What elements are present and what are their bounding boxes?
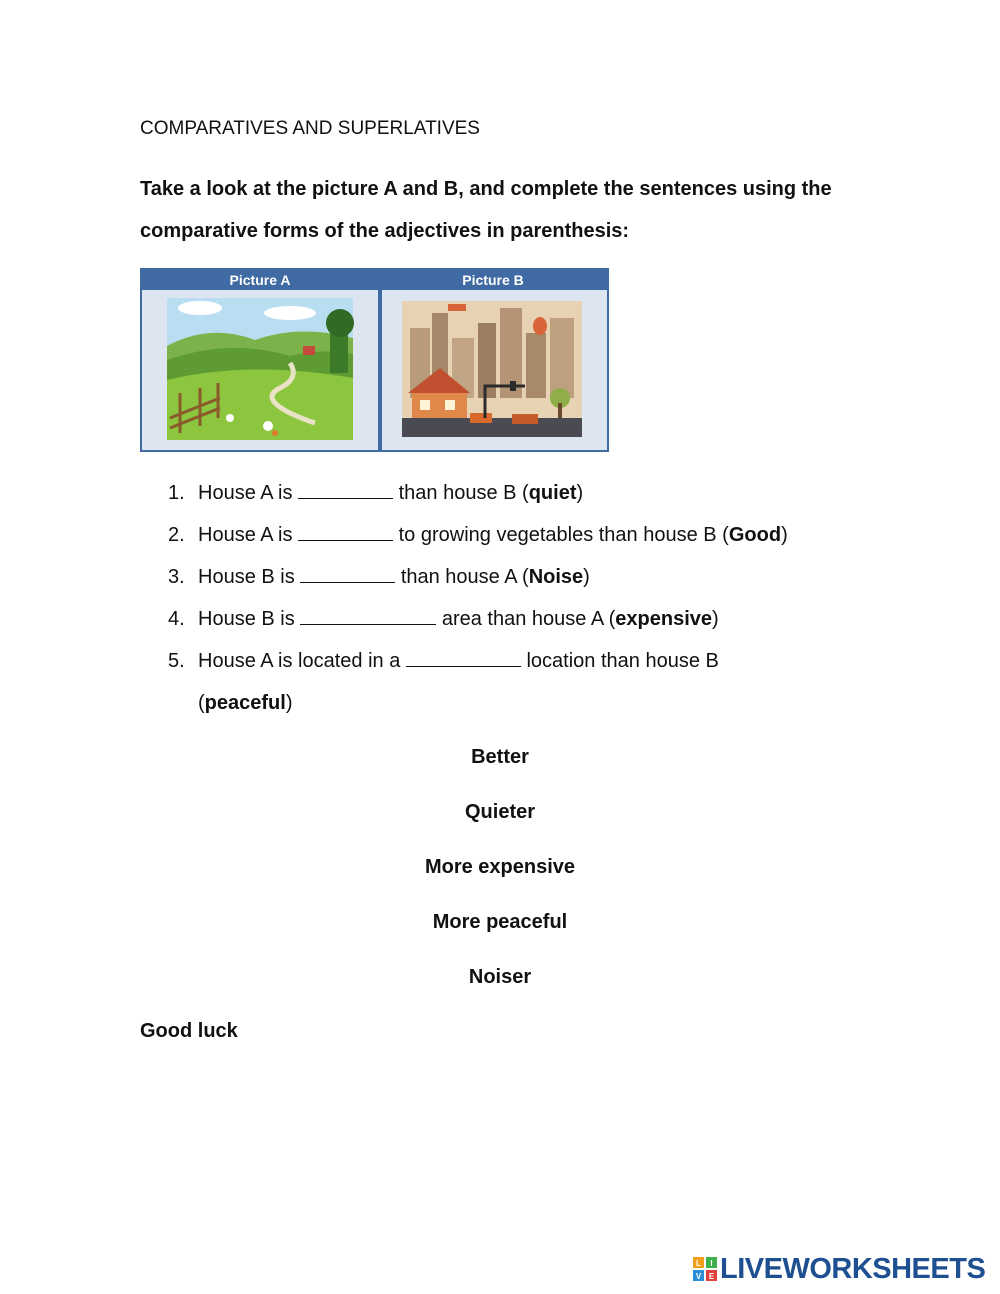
- svg-text:E: E: [708, 1272, 715, 1281]
- svg-text:I: I: [710, 1259, 713, 1268]
- countryside-illustration: [167, 298, 354, 440]
- adjective-hint: peaceful: [204, 692, 286, 714]
- exercise-text: House B is: [198, 608, 301, 630]
- exercise-text: ): [781, 524, 788, 546]
- exercise-text: House B is: [198, 566, 301, 588]
- liveworksheets-logo: [693, 1252, 985, 1286]
- exercise-number: 1.: [168, 482, 185, 504]
- exercise-text: to growing vegetables than house B (: [393, 524, 729, 546]
- adjective-hint: quiet: [528, 482, 577, 504]
- exercise-text: than house B (: [393, 482, 529, 504]
- answer-blank[interactable]: [300, 560, 395, 583]
- answer-blank[interactable]: [298, 518, 393, 541]
- adjective-hint: expensive: [615, 608, 713, 630]
- exercise-item: [168, 472, 868, 514]
- adjective-hint: Noise: [528, 566, 584, 588]
- answer-blank[interactable]: [406, 644, 521, 667]
- exercise-text: ): [285, 692, 293, 714]
- exercise-text: (: [198, 692, 205, 714]
- logo-blocks-icon: [693, 1257, 717, 1281]
- word-bank-item: Noiser: [468, 966, 532, 988]
- city-illustration: [402, 301, 582, 437]
- answer-blank[interactable]: [298, 476, 393, 499]
- svg-text:V: V: [695, 1272, 702, 1281]
- exercise-text: ): [576, 482, 584, 504]
- svg-text:L: L: [696, 1259, 701, 1268]
- exercise-text: House A is located in a: [198, 650, 406, 672]
- picture-a-label: Picture A: [229, 272, 291, 288]
- worksheet-title: COMPARATIVES AND SUPERLATIVES: [140, 118, 480, 139]
- closing-text: Good luck: [140, 1020, 238, 1042]
- picture-comparison: [140, 268, 609, 452]
- word-bank-item: Better: [471, 746, 529, 768]
- exercise-item: [168, 598, 868, 640]
- exercise-text: House A is: [198, 524, 299, 546]
- word-bank-item: Quieter: [464, 801, 536, 823]
- exercise-number: 4.: [168, 608, 185, 630]
- logo-text: LIVEWORKSHEETS: [720, 1252, 986, 1285]
- exercise-item: [168, 556, 868, 598]
- exercise-number: 2.: [168, 524, 185, 546]
- exercise-number: 3.: [168, 566, 185, 588]
- exercise-text: ): [712, 608, 719, 630]
- exercise-item: [168, 640, 868, 724]
- exercise-text: ): [583, 566, 590, 588]
- word-bank-item: More expensive: [424, 856, 576, 878]
- exercise-text: than house A (: [395, 566, 529, 588]
- exercise-item: [168, 514, 868, 556]
- word-bank: [0, 737, 1000, 1012]
- instructions: Take a look at the picture A and B, and complete the sentences using the comparative forms of the adjectives in parenthesis:: [140, 178, 832, 242]
- word-bank-item: More peaceful: [432, 911, 568, 933]
- answer-blank[interactable]: [300, 602, 436, 625]
- exercise-number: 5.: [168, 650, 185, 672]
- exercise-list: [168, 472, 868, 724]
- exercise-text: location than house B: [520, 650, 719, 672]
- exercise-text: area than house A (: [436, 608, 616, 630]
- adjective-hint: Good: [728, 524, 782, 546]
- picture-b-label: Picture B: [462, 272, 524, 288]
- exercise-text: House A is: [198, 482, 299, 504]
